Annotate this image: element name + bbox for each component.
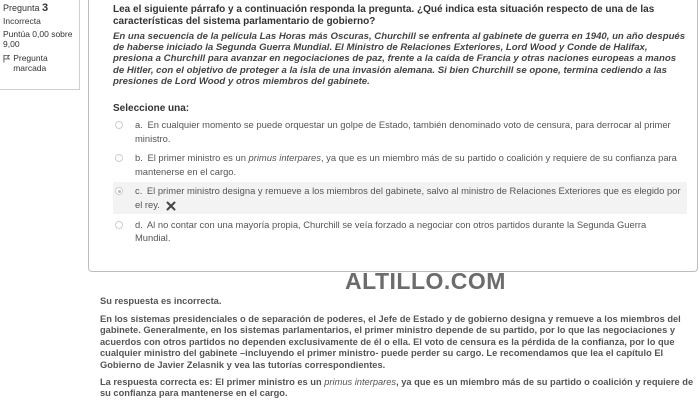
question-number: [3, 3, 76, 13]
option-b[interactable]: [113, 149, 687, 180]
question-number-value: 3: [42, 2, 49, 14]
option-text: En cualquier momento se puede orquestar un golpe de Estado, también denominado voto de censura, para derrocar al primer ministro.: [135, 119, 671, 144]
x-mark-icon: [166, 201, 176, 211]
question-prompt: Lea el siguiente párrafo y a continuación responda la pregunta. ¿Qué indica esta situación respecto de una de las características del sistema parlamentario de gobierno?: [113, 4, 655, 27]
option-c[interactable]: [113, 182, 687, 213]
radio-option-a[interactable]: [115, 121, 123, 129]
option-letter: b.: [135, 152, 143, 164]
feedback-correct-answer: [100, 377, 694, 400]
watermark: ALTILLO.COM: [345, 268, 506, 294]
correct-answer-prefix: La respuesta correcta es: El primer ministro es un: [100, 376, 325, 387]
feedback-panel: [100, 296, 694, 405]
option-text: El primer ministro designa y remueve a los miembros del gabinete, salvo al ministro de Relaciones Exteriores que es elegido por el rey.: [135, 185, 681, 210]
question-score: Puntúa 0,00 sobre 9,00: [3, 29, 73, 49]
question-label: Pregunta: [3, 3, 40, 13]
option-text: Al no contar con una mayoría propia, Churchill se veía forzado a negociar con otros partidos durante la Segunda Guerra Mundial.: [135, 218, 647, 244]
radio-option-c[interactable]: [115, 187, 123, 195]
option-text-italic: primus interpares: [248, 152, 321, 164]
question-passage: En una secuencia de la película Las Horas más Oscuras, Churchill se enfrenta al gabinete de guerra en 1940, un año después de haberse iniciado la Segunda Guerra Mundial. El Ministro de Relaciones Exteriores, Lord Wood y Conde de Halifax, presiona a Churchill para avanzar en negociaciones de paz, frente a la caída de Francia y otras naciones europeas a manos de Hitler, con el objetivo de proteger a la isla de una invasión alemana. Si bien Churchill se opone, termina cediendo a las presiones de Lord Wood y otros miembros del gabinete.: [113, 31, 686, 87]
select-one-label: Seleccione una:: [113, 103, 190, 115]
radio-option-d[interactable]: [115, 221, 123, 229]
option-letter: c.: [135, 185, 143, 197]
flag-question-toggle[interactable]: [3, 53, 76, 73]
option-letter: d.: [135, 218, 143, 230]
feedback-explanation: En los sistemas presidenciales o de separación de poderes, el Jefe de Estado y de gobierno designa y remueve a los miembros del gabinete. Generalmente, en los sistemas parlamentarios, el primer ministro depende de su partido, por lo que las negociaciones y acuerdos con otros partidos no dependen exclusivamente de él o ella. El voto de censura es la pérdida de la confianza, por lo que cualquier ministro del gabinete –incluyendo el primer ministro- puede perder su cargo. Le recomendamos que lea el capítulo El Gobierno de Javier Zelasnik y vea las tutorías correspondientes.: [100, 313, 681, 370]
option-text-after: , ya que es un miembro más de su partido o coalición y requiere de su confianza para mantenerse en el cargo.: [135, 152, 677, 177]
question-status: Incorrecta: [3, 16, 41, 26]
correct-answer-suffix: , ya que es un miembro más de su partido o coalición y requiere de su confianza para mantenerse en el cargo.: [100, 376, 694, 399]
radio-option-b[interactable]: [115, 154, 123, 162]
feedback-result: Su respuesta es incorrecta.: [100, 296, 222, 306]
option-a[interactable]: [113, 116, 687, 147]
flag-icon: [3, 54, 10, 63]
option-d[interactable]: [113, 216, 687, 247]
option-letter: a.: [135, 119, 143, 131]
question-card: [88, 0, 698, 272]
flag-label: Pregunta marcada: [13, 53, 48, 73]
question-info-panel: [0, 0, 80, 90]
correct-answer-italic: primus interpares: [324, 376, 397, 387]
option-text-before: El primer ministro es un: [147, 152, 249, 164]
